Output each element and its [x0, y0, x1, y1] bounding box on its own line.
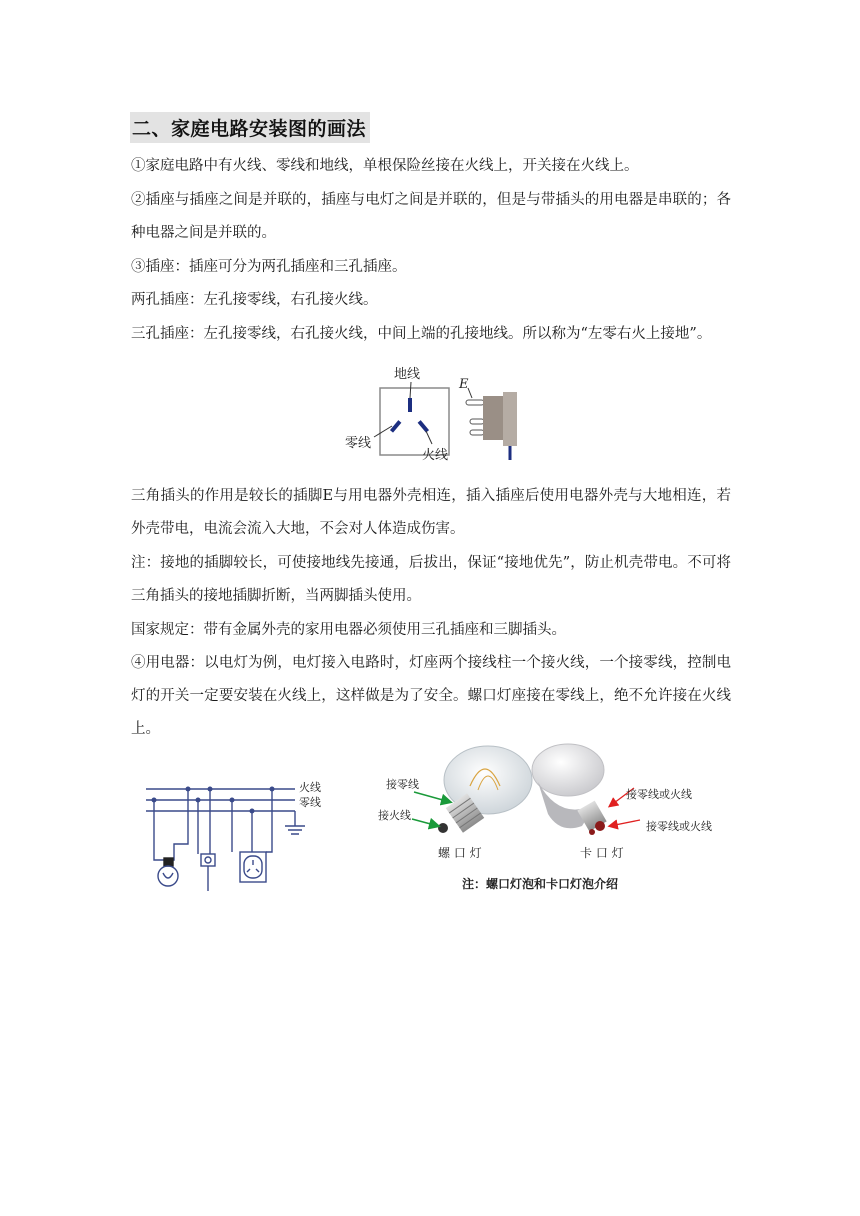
lamp-holder — [164, 858, 173, 866]
plug-pin-short-2 — [470, 430, 484, 435]
bayonet-bulb — [532, 744, 607, 835]
junction-4 — [152, 798, 157, 803]
section-heading: 二、家庭电路安装图的画法 — [130, 112, 370, 143]
plug-pin-long — [466, 400, 484, 405]
paragraph-5: 三孔插座：左孔接零线，右孔接火线，中间上端的孔接地线。所以称为“左零右火上接地”。 — [131, 326, 712, 342]
paragraph-4: 两孔插座：左孔接零线，右孔接火线。 — [131, 292, 378, 308]
paragraph-1: ①家庭电路中有火线、零线和地线，单根保险丝接在火线上，开关接在火线上。 — [131, 158, 639, 174]
bayonet-arrow-2 — [610, 820, 640, 826]
socket3-live-branch — [266, 789, 272, 852]
ground-label: 地线 — [394, 367, 421, 382]
screw-bulb — [438, 746, 532, 833]
paragraph-8: 国家规定：带有金属外壳的家用电器必须使用三孔插座和三脚插头。 — [131, 622, 566, 638]
circuit-diagram — [140, 776, 340, 896]
junction-3 — [270, 787, 275, 792]
neutral-label: 零线 — [345, 436, 372, 451]
bulb-figure — [370, 742, 730, 902]
lamp-bulb — [158, 866, 178, 886]
bulb-caption: 注：螺口灯泡和卡口灯泡介绍 — [462, 877, 619, 891]
paragraph-2: ②插座与插座之间是并联的，插座与电灯之间是并联的，但是与带插头的用电器是串联的；各种电器之间是并联的。 — [131, 192, 731, 241]
ground-hole — [408, 398, 412, 412]
screw-neutral-label: 接零线 — [386, 778, 419, 791]
plug-pin-e-label: E — [459, 377, 469, 392]
circuit-neutral-label: 零线 — [299, 796, 321, 809]
circuit-live-label: 火线 — [299, 781, 321, 794]
ground-symbol — [285, 811, 305, 834]
junction-2 — [208, 787, 213, 792]
two-hole-socket — [201, 854, 215, 866]
paragraph-9: ④用电器：以电灯为例，电灯接入电路时，灯座两个接线柱一个接火线，一个接零线，控制电灯的开关一定要安装在火线上，这样做是为了安全。螺口灯座接在零线上，绝不允许接在火线上。 — [131, 655, 731, 737]
screw-live-label: 接火线 — [378, 809, 411, 822]
screw-bulb-name: 螺 口 灯 — [438, 846, 482, 860]
live-label: 火线 — [422, 448, 449, 463]
junction-7 — [250, 809, 255, 814]
plug-body — [483, 396, 505, 440]
junction-1 — [186, 787, 191, 792]
plug-back — [503, 392, 517, 446]
screw-neutral-arrow — [414, 792, 450, 802]
screw-live-arrow — [412, 819, 438, 826]
socket-outline — [380, 388, 449, 455]
paragraph-3: ③插座：插座可分为两孔插座和三孔插座。 — [131, 259, 407, 275]
lamp-neutral-branch — [154, 800, 168, 866]
plug-pin-short-1 — [470, 419, 484, 424]
paragraph-6: 三角插头的作用是较长的插脚E与用电器外壳相连，插入插座后使用电器外壳与大地相连，若外壳带电，电流会流入大地，不会对人体造成伤害。 — [131, 488, 731, 537]
junction-5 — [196, 798, 201, 803]
plug-pin-e-leader — [468, 388, 472, 398]
junction-6 — [230, 798, 235, 803]
lamp-filament — [163, 873, 173, 878]
bayonet-bulb-name: 卡 口 灯 — [580, 846, 624, 860]
socket-figure — [330, 362, 530, 468]
bayonet-label-2: 接零线或火线 — [646, 820, 712, 833]
bayonet-label-1: 接零线或火线 — [626, 788, 692, 801]
paragraph-7: 注：接地的插脚较长，可使接地线先接通，后拔出，保证“接地优先”，防止机壳带电。不可将三角插头的接地插脚折断，当两脚插头使用。 — [131, 555, 731, 604]
